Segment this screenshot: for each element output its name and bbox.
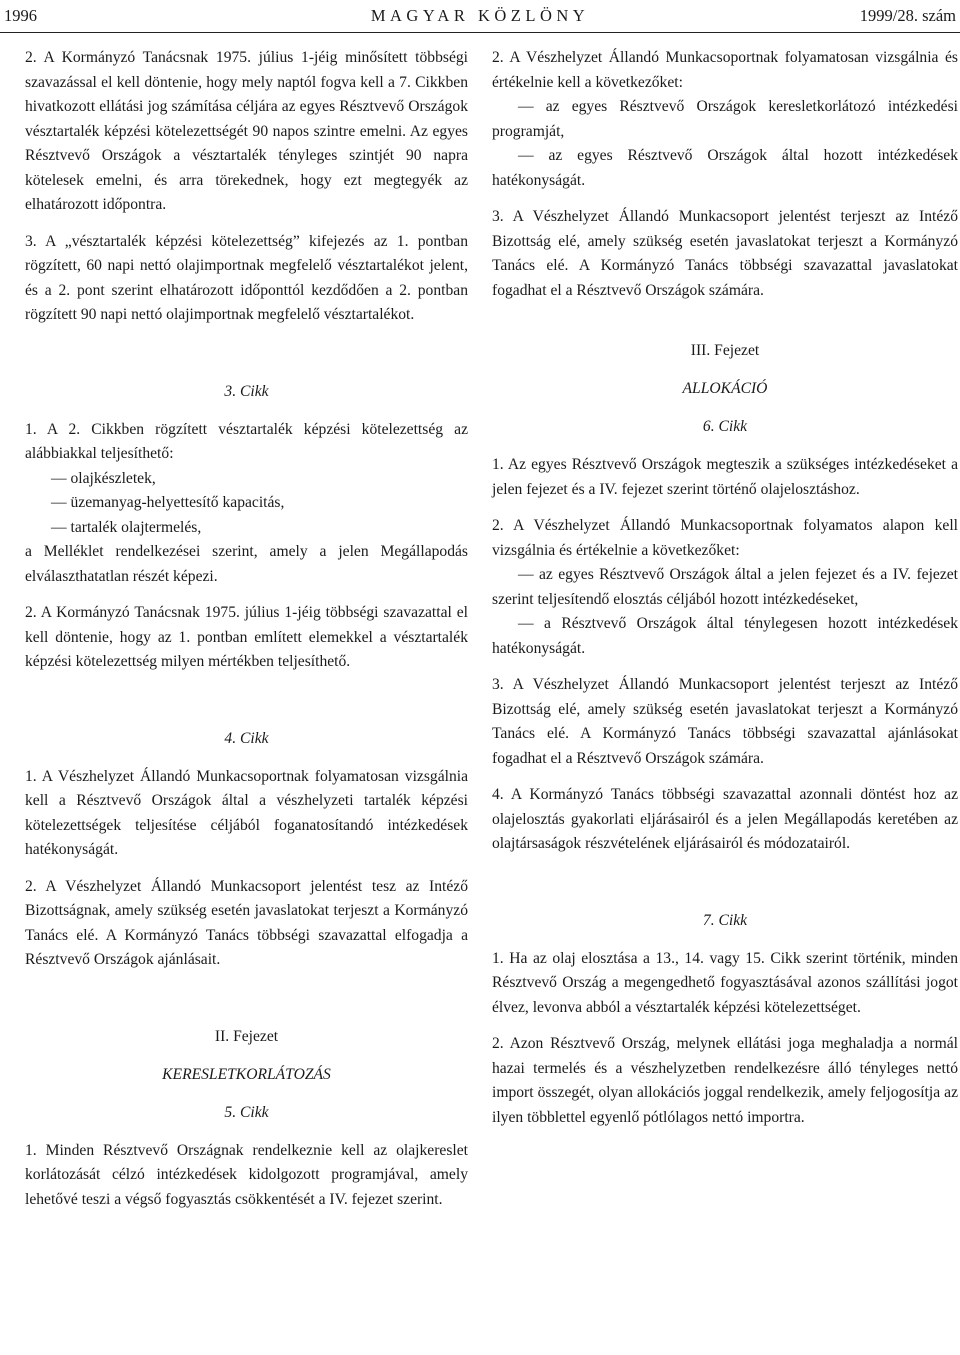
chapter-2-subtitle: KERESLETKORLÁTOZÁS (162, 1065, 331, 1083)
list-item-actual-effectiveness: — a Résztvevő Országok által ténylegesen hozott intézkedések hatékonyságát. (492, 615, 958, 657)
article-5-title: 5. Cikk (224, 1103, 269, 1121)
article-4-title: 4. Cikk (224, 729, 269, 747)
list-item-oil-stocks: — olajkészletek, (51, 469, 156, 487)
running-header (4, 4, 956, 28)
list-item-allocation-measures: — az egyes Résztvevő Országok által a jelen fejezet és a IV. fejezet szerint teljesítendő elosztás céljából hozott intézkedéseket, (492, 566, 958, 608)
article-6-title: 6. Cikk (702, 418, 748, 435)
article-7-title: 7. Cikk (702, 911, 748, 929)
paragraph-2-2: 2. A Kormányzó Tanácsnak 1975. július 1-jéig minősített többségi szavazással el kell döntenie, hogy mely naptól fogva kell a 7. Cikkben hivatkozott ellátási jog számítása céljára az egyes Résztvevő Országok vésztartalék képzési kötelezettségét 90 napos szintre emelni. Az egyes Résztvevő Országok a vésztartalék tényleges szintjét 90 napra kötelesek emelni, és arra törekednek, hogy ezt megtegyék az elhatározott időpontra. (25, 49, 468, 213)
paragraph-3-1-end: a Melléklet rendelkezései szerint, amely a jelen Megállapodás elválaszthatatlan részét képezi. (25, 543, 468, 585)
paragraph-3-1: 1. A 2. Cikkben rögzített vésztartalék képzési kötelezettség az alábbiakkal teljesíthető: (25, 420, 468, 462)
paragraph-7-2: 2. Azon Résztvevő Ország, melynek ellátási joga meghaladja a normál hazai termelés és a vészhelyzetben rendelkezésre álló tényleges nettó import összegét, olyan allokációs joggal rendelkezik, amely feljogosítja az ilyen többlettel egyenlő pótlólagos nettó importra. (492, 1035, 958, 1126)
paragraph-2-3: 3. A „vésztartalék képzési kötelezettség” kifejezés az 1. pontban rögzített, 60 napi nettó olajimportnak megfelelő vésztartalékot jelent, és a 2. pont szerint elhatározott időponttól kezdődően a 2. pontban rögzített 90 napi nettó olajimportnak megfelelő vésztartalékot. (25, 232, 468, 323)
paragraph-6-4: 4. A Kormányzó Tanács többségi szavazattal azonnali döntést hoz az olajelosztás gyakorlati eljárásairól és a jelen Megállapodás keretében az olajtársaságok részvételének eljárásairól és módozatairól. (492, 786, 958, 852)
right-column (492, 46, 958, 1142)
paragraph-6-1: 1. Az egyes Résztvevő Országok megteszik a szükséges intézkedéseket a jelen fejezet és a IV. fejezet szerint történő olajelosztáshoz. (492, 456, 958, 498)
list-item-fuel-switching: — üzemanyag-helyettesítő kapacitás, (51, 494, 285, 511)
chapter-3-title: III. Fejezet (690, 342, 760, 359)
paragraph-5-1: 1. Minden Résztvevő Országnak rendelkeznie kell az olajkereslet korlátozását célzó intézkedések kidolgozott programjával, amely lehetővé teszi a végső fogyasztás csökkentését a IV. fejezet szerint. (25, 1141, 468, 1208)
chapter-2-title: II. Fejezet (214, 1027, 279, 1045)
paragraph-7-1: 1. Ha az olaj elosztása a 13., 14. vagy 15. Cikk szerint történik, minden Résztvevő Ország a megengedhető fogyasztásával azonos szállítási jogot élvez, levonva abból a vésztartalék képzési kötelezettséget. (492, 949, 958, 1016)
list-item-programs: — az egyes Résztvevő Országok keresletkorlátozó intézkedési programját, (492, 98, 958, 140)
paragraph-6-3: 3. A Vészhelyzet Állandó Munkacsoport jelentést terjeszt az Intéző Bizottság elé, amely szükség esetén javaslatokat terjeszt a Kormányzó Tanács elé. A Kormányzó Tanács többségi szavazattal ajánlásokat fogadhat el a Résztvevő Országok számára. (492, 676, 958, 767)
journal-title: MAGYAR KÖZLÖNY (370, 6, 590, 25)
paragraph-4-1: 1. A Vészhelyzet Állandó Munkacsoportnak folyamatosan vizsgálnia kell a Résztvevő Országok által a vészhelyzeti tartalék képzési kötelezettségek teljesítése céljából foganatosítandó intézkedések hatékonyságát. (25, 767, 468, 858)
left-column (25, 46, 468, 1224)
paragraph-3-2: 2. A Kormányzó Tanácsnak 1975. július 1-jéig többségi szavazattal el kell döntenie, hogy az 1. pontban említett elemekkel a vésztartalék képzési kötelezettség milyen mértékben teljesíthető. (25, 604, 468, 670)
article-3-title: 3. Cikk (224, 382, 269, 400)
chapter-3-subtitle: ALLOKÁCIÓ (682, 380, 768, 397)
page-number: 1996 (4, 6, 37, 25)
list-item-effectiveness: — az egyes Résztvevő Országok által hozott intézkedések hatékonyságát. (492, 147, 958, 189)
paragraph-5-2: 2. A Vészhelyzet Állandó Munkacsoportnak folyamatosan vizsgálnia és értékelnie kell a következőket: (492, 49, 958, 91)
paragraph-4-2: 2. A Vészhelyzet Állandó Munkacsoport jelentést tesz az Intéző Bizottságnak, amely szükség esetén javaslatokat terjeszt a Kormányzó Tanács elé. A Kormányzó Tanács többségi szavazattal elfogadja a Résztvevő Országok ajánlásait. (25, 877, 468, 968)
paragraph-5-3: 3. A Vészhelyzet Állandó Munkacsoport jelentést terjeszt az Intéző Bizottság elé, amely szükség esetén javaslatokat terjeszt a Kormányzó Tanács elé. A Kormányzó Tanács többségi szavazattal javaslatokat fogadhat el a Résztvevő Országok számára. (492, 208, 958, 299)
paragraph-6-2: 2. A Vészhelyzet Állandó Munkacsoportnak folyamatos alapon kell vizsgálnia és értékelnie a következőket: (492, 517, 958, 559)
issue-number: 1999/28. szám (859, 6, 956, 25)
list-item-standby-production: — tartalék olajtermelés, (51, 518, 202, 536)
header-rule (0, 32, 960, 33)
